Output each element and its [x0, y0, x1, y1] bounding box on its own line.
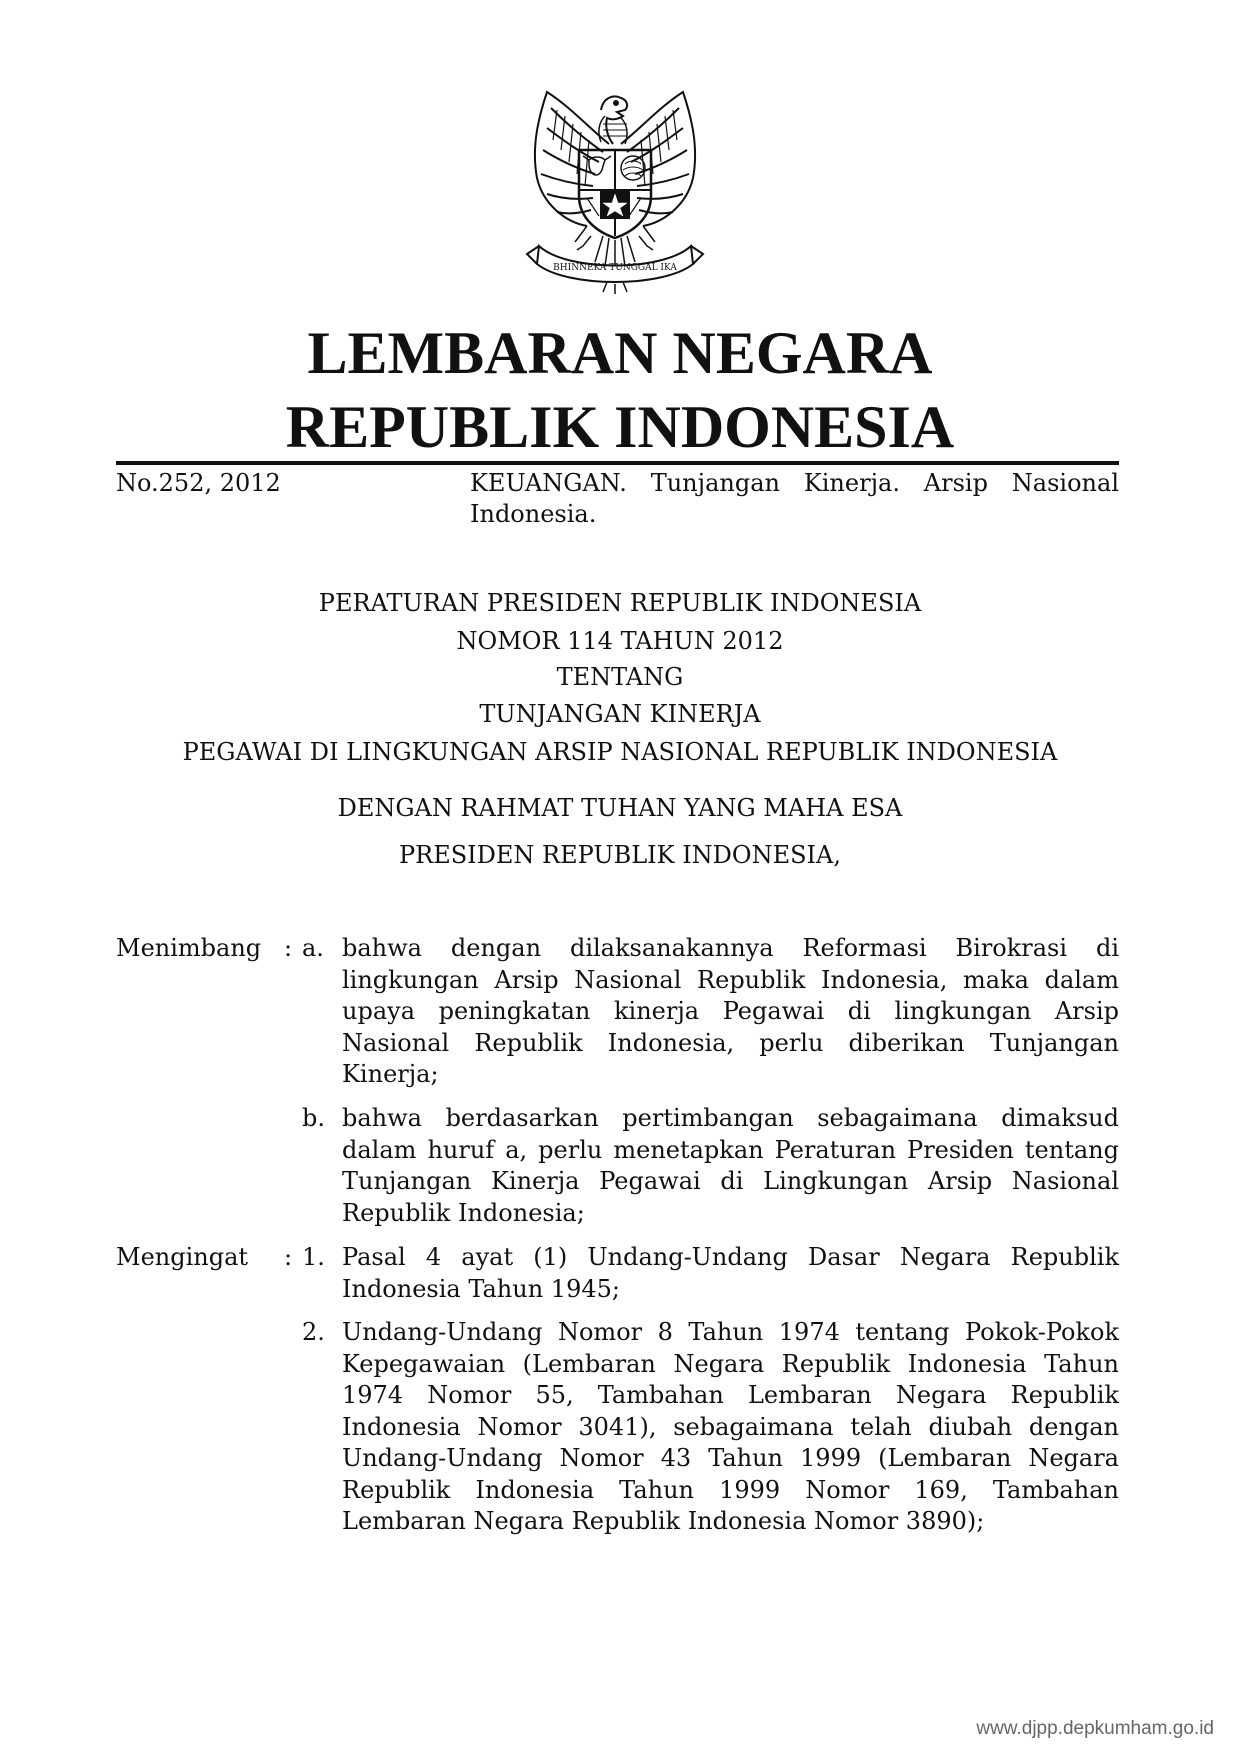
menimbang-label: Menimbang — [116, 934, 262, 962]
mengingat-colon: : — [284, 1243, 293, 1271]
regulation-tentang: TENTANG — [556, 663, 684, 691]
garuda-emblem-icon — [517, 86, 713, 296]
mengingat-item-2-text: Undang-Undang Nomor 8 Tahun 1974 tentang Pokok-Pokok Kepegawaian (Lembaran Negara Republik Indonesia Tahun 1974 Nomor 55, Tambahan Lembaran Negara Republik Indonesia Nomor 3041), sebagaimana telah diubah dengan Undang-Undang Nomor 43 Tahun 1999 (Lembaran Negara Republik Indonesia Tahun 1999 Nomor 169, Tambahan Lembaran Negara Republik Indonesia Nomor 3890); — [342, 1318, 1119, 1535]
menimbang-item-a-marker: a. — [302, 934, 324, 962]
menimbang-item-b-text: bahwa berdasarkan pertimbangan sebagaimana dimaksud dalam huruf a, perlu menetapkan Peraturan Presiden tentang Tunjangan Kinerja Pegawai di Lingkungan Arsip Nasional Republik Indonesia; — [342, 1104, 1119, 1227]
emblem-motto: BHINNEKA TUNGGAL IKA — [553, 263, 677, 273]
preamble-line-1: DENGAN RAHMAT TUHAN YANG MAHA ESA — [337, 794, 903, 822]
menimbang-item-b-marker: b. — [302, 1104, 325, 1132]
menimbang-colon: : — [284, 934, 293, 962]
masthead-divider — [116, 461, 1119, 465]
mengingat-item-2-marker: 2. — [302, 1318, 325, 1346]
mengingat-item-1-marker: 1. — [302, 1243, 325, 1271]
mengingat-item-1-text: Pasal 4 ayat (1) Undang-Undang Dasar Negara Republik Indonesia Tahun 1945; — [342, 1243, 1119, 1303]
regulation-subject-line-2: PEGAWAI DI LINGKUNGAN ARSIP NASIONAL REPUBLIK INDONESIA — [182, 738, 1058, 766]
issue-number: No.252, 2012 — [116, 469, 281, 497]
footer-url: www.djpp.depkumham.go.id — [976, 1718, 1214, 1739]
masthead-title-line-2: REPUBLIK INDONESIA — [285, 394, 955, 460]
mengingat-label: Mengingat — [116, 1243, 249, 1271]
preamble-line-2: PRESIDEN REPUBLIK INDONESIA, — [398, 841, 841, 869]
issue-subject: KEUANGAN. Tunjangan Kinerja. Arsip Nasional Indonesia. — [470, 469, 1119, 528]
regulation-title-line-1: PERATURAN PRESIDEN REPUBLIK INDONESIA — [318, 589, 922, 617]
regulation-number: NOMOR 114 TAHUN 2012 — [456, 627, 784, 655]
masthead-title-line-1: LEMBARAN NEGARA — [307, 320, 933, 386]
menimbang-item-a-text: bahwa dengan dilaksanakannya Reformasi Birokrasi di lingkungan Arsip Nasional Republik Indonesia, maka dalam upaya peningkatan kinerja Pegawai di lingkungan Arsip Nasional Republik Indonesia, perlu diberikan Tunjangan Kinerja; — [342, 934, 1119, 1088]
regulation-subject-line-1: TUNJANGAN KINERJA — [479, 700, 761, 728]
